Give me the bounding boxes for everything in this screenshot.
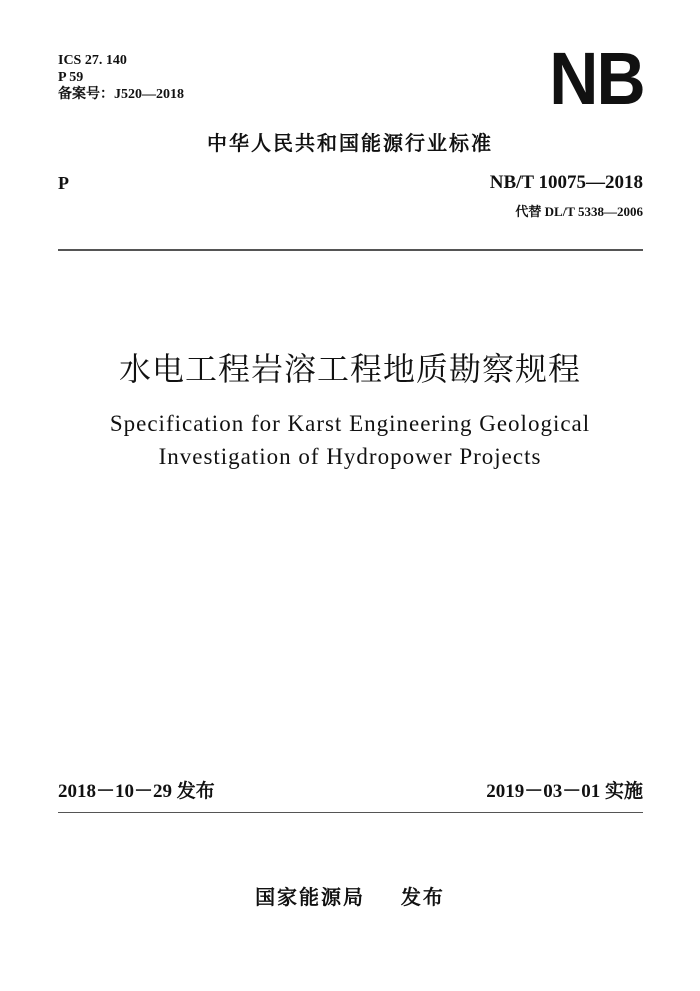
title-english-line2: Investigation of Hydropower Projects: [158, 444, 542, 469]
issue-date: 2018－10－29 发布: [58, 781, 215, 802]
top-divider: [58, 249, 643, 251]
title-chinese: 水电工程岩溶工程地质勘察规程: [118, 350, 581, 388]
title-english-line1: Specification for Karst Engineering Geological: [109, 411, 591, 436]
standard-number: NB/T 10075—2018: [489, 172, 643, 193]
class-code: P: [58, 173, 69, 193]
bottom-divider: [58, 812, 643, 813]
replaces-standard: 代替 DL/T 5338—2006: [515, 204, 643, 219]
classification-code: P 59: [58, 70, 84, 85]
ics-code: ICS 27. 140: [58, 53, 127, 68]
record-number: 备案号：J520—2018: [58, 87, 184, 102]
nb-logo: NB: [549, 37, 644, 120]
implementation-date: 2019－03－01 实施: [486, 781, 643, 802]
standard-type: 中华人民共和国能源行业标准: [207, 131, 493, 155]
issuing-authority: 国家能源局 发布: [255, 885, 445, 909]
